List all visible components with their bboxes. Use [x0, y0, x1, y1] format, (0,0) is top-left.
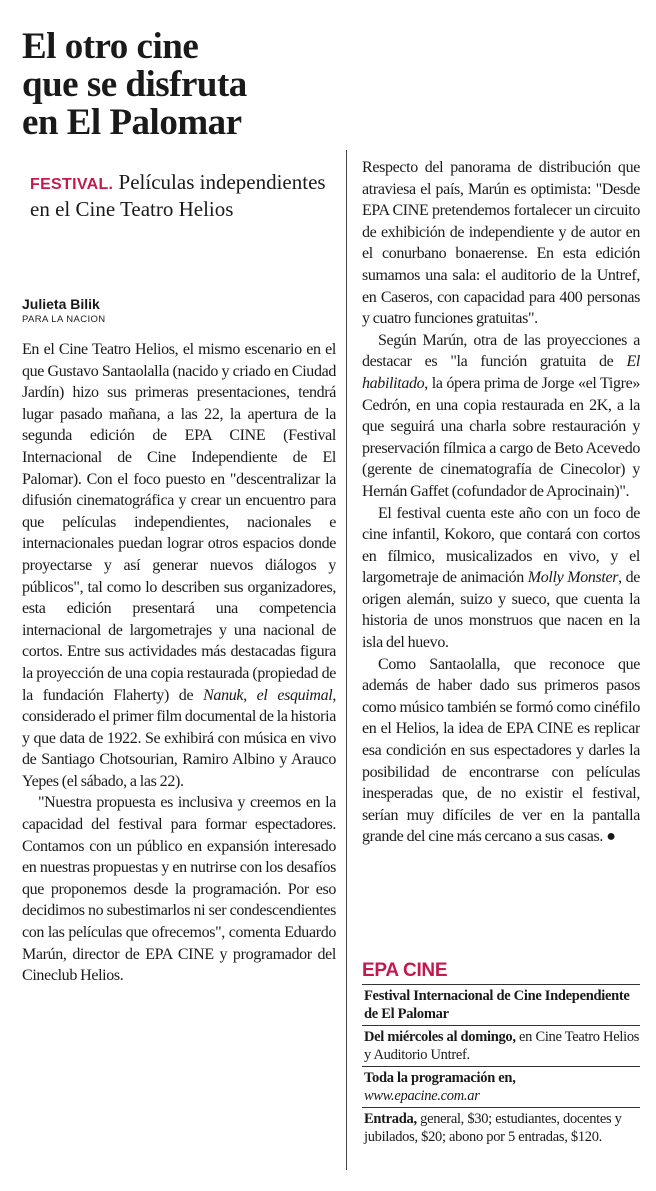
italic-title: Nanuk, el esquimal: [203, 686, 333, 704]
program-url: www.epacine.com.ar: [364, 1088, 480, 1104]
headline-line: en El Palomar: [22, 102, 242, 143]
kicker: [30, 170, 330, 221]
article-column-2: [362, 157, 640, 947]
article-paragraph: [362, 503, 640, 654]
headline-line: que se disfruta: [22, 64, 247, 105]
headline-line: El otro cine: [22, 26, 199, 67]
info-box-entry: [362, 1107, 640, 1148]
article-paragraph: [362, 654, 640, 848]
author-name: Julieta Bilik: [22, 296, 100, 312]
italic-title: Molly Monster: [527, 569, 619, 587]
paragraph-text: Según Marún, otra de las proyecciones a destacar es "la función gratuita de: [362, 331, 640, 371]
entry-label: Entrada,: [364, 1111, 417, 1127]
festival-name: Festival Internacional de Cine Independiente de El Palomar: [364, 988, 630, 1022]
article-paragraph: [362, 157, 640, 330]
dates-label: Del miércoles al domingo,: [364, 1029, 516, 1045]
column-divider: [346, 150, 347, 1170]
program-label: Toda la programación en,: [364, 1070, 516, 1086]
paragraph-text: Como Santaolalla, que reconoce que además de haber dado sus primeros pasos como músico también se formó como cinéfilo en el Helios, la idea de EPA CINE es replicar esa condición en sus espectadores y darles la posibilidad de encontrarse con películas inesperadas que, de no existir el festival, serían muy difíciles de ver en la pantalla grande del cine más cercano a sus casas. ●: [362, 655, 640, 846]
info-box: [362, 960, 640, 1148]
byline: [22, 296, 332, 325]
headline: [22, 28, 342, 142]
info-box-title: EPA CINE: [362, 960, 448, 981]
paragraph-text: Respecto del panorama de distribución que atraviesa el país, Marún es optimista: "Desde EPA CINE pretendemos fortalecer un circuito de exhibición de independiente y de autor en el conurbano bonaerense. En esta edición sumamos una sala: el auditorio de la Untref, en Caseros, con capacidad para 400 personas y cuatro funciones gratuitas".: [362, 159, 640, 328]
paragraph-text: El festival cuenta este año con un foco de cine infantil, Kokoro, que contará con cortos en fílmico, musicalizados en vivo, y el largometraje de animación: [362, 504, 640, 587]
dates-text: en Cine Teatro Helios y Auditorio Untref.: [364, 1029, 640, 1063]
article-paragraph: [362, 330, 640, 503]
paragraph-text: , la ópera prima de Jorge «el Tigre» Cedrón, en una copia restaurada en 2K, a la que seguirá una charla sobre restauración y preservación fílmica a cargo de Beto Acevedo (gerente de cinematografía de Cinecolor) y Hernán Gaffet (cofundador de Aprocinain)".: [362, 374, 640, 500]
entry-text: general, $30; estudiantes, docentes y jubilados, $20; abono por 5 entradas, $120.: [364, 1111, 622, 1145]
italic-title: El habilitado: [362, 353, 640, 392]
article-paragraph: [22, 792, 336, 986]
kicker-tag: FESTIVAL.: [30, 176, 114, 193]
paragraph-text: En el Cine Teatro Helios, el mismo escenario en el que Gustavo Santaolalla (nacido y criado en Ciudad Jardín) hizo sus primeras presentaciones, tendrá lugar pasado mañana, a las 22, la apertura de la segunda edición de EPA CINE (Festival Internacional de Cine Independiente de El Palomar). Con el foco puesto en "descentralizar la difusión cinematográfica y crear un encuentro para que películas independientes, nacionales e internacionales puedan lograr otros espacios donde proyectarse y así generar nuevos diálogos y públicos", tal como lo describen sus organizadores, esta edición presentará una competencia internacional de largometrajes y una nacional de cortos. Entre sus actividades más destacadas figura la proyección de una copia restaurada (propiedad de la fundación Flaherty) de: [22, 341, 336, 704]
info-box-festival-name: [362, 984, 640, 1025]
article-paragraph: [22, 339, 336, 792]
paragraph-text: "Nuestra propuesta es inclusiva y creemos en la capacidad del festival para formar espectadores. Contamos con un público en expansión interesado en nuestras propuestas y en nutrirse con los desafíos que proponemos desde la programación. Por eso decidimos no subestimarlos ni ser condescendientes con las películas que ofrecemos", comenta Eduardo Marún, director de EPA CINE y programador del Cineclub Helios.: [22, 794, 336, 985]
kicker-text: Películas independientes en el Cine Teatro Helios: [30, 170, 326, 221]
author-affiliation: PARA LA NACION: [22, 314, 106, 325]
paragraph-text: , de origen alemán, suizo y sueco, que cuenta la historia de unos monstruos que nacen en la isla del huevo.: [362, 569, 640, 652]
info-box-program: [362, 1066, 640, 1107]
article-column-1: [22, 339, 336, 1169]
paragraph-text: , considerado el primer film documental de la historia y que data de 1922. Se exhibirá con música en vivo de Santiago Chotsourian, Ramiro Albino y Arauco Yepes (el sábado, a las 22).: [22, 686, 336, 790]
info-box-dates: [362, 1025, 640, 1066]
